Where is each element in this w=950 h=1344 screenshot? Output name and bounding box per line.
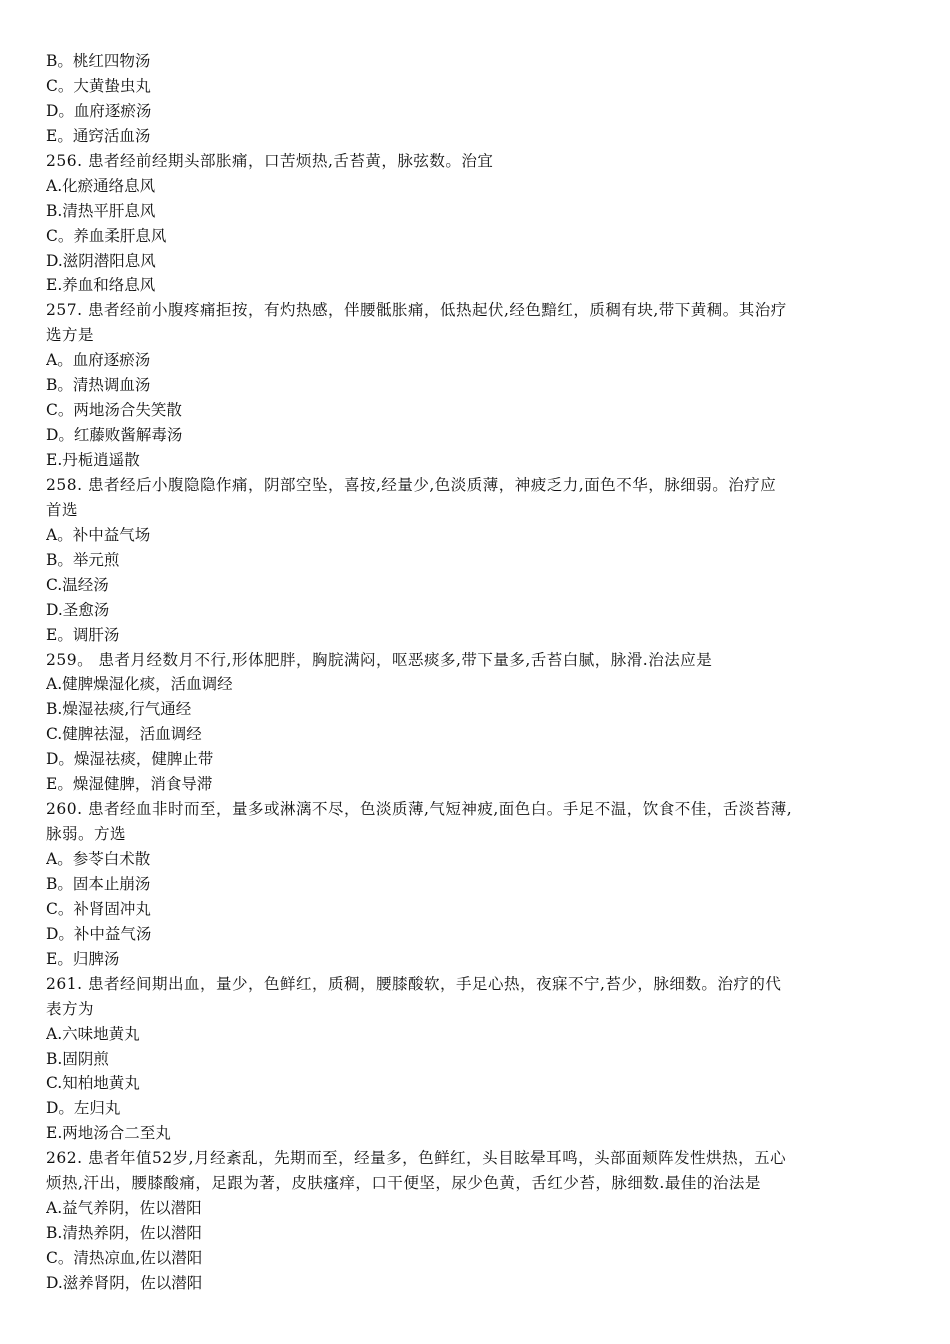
answer-option — [46, 1196, 916, 1221]
question-stem — [46, 797, 916, 847]
answer-option — [46, 598, 916, 623]
answer-option — [46, 548, 916, 573]
answer-option — [46, 348, 916, 373]
option-text: E。归脾汤 — [46, 949, 120, 968]
option-text: A.化瘀通络息风 — [46, 176, 156, 195]
question-stem — [46, 298, 916, 348]
option-text: B。固本止崩汤 — [46, 874, 151, 893]
answer-option — [46, 423, 916, 448]
answer-option — [46, 747, 916, 772]
option-text: D。左归丸 — [46, 1099, 121, 1118]
option-text: A.六味地黄丸 — [46, 1024, 140, 1043]
option-text: C。大黄蛰虫丸 — [46, 76, 151, 95]
document-page — [46, 49, 916, 1296]
option-text: D。补中益气汤 — [46, 924, 152, 943]
answer-option — [46, 623, 916, 648]
question-text-line: 脉弱。方选 — [46, 825, 127, 844]
answer-option — [46, 249, 916, 274]
answer-option — [46, 847, 916, 872]
option-text: B.燥湿祛痰,行气通经 — [46, 700, 192, 719]
answer-option — [46, 398, 916, 423]
question-text-line: 选方是 — [46, 326, 95, 345]
answer-option — [46, 573, 916, 598]
option-text: E.丹栀逍遥散 — [46, 451, 140, 469]
answer-option — [46, 99, 916, 124]
answer-option — [46, 697, 916, 722]
option-text: D。燥湿祛痰，健脾止带 — [46, 750, 214, 769]
option-text: C.健脾祛湿，活血调经 — [46, 725, 202, 744]
option-text: E.两地汤合二至丸 — [46, 1124, 171, 1143]
answer-option — [46, 523, 916, 548]
answer-option — [46, 273, 916, 298]
option-text: C。补肾固冲丸 — [46, 899, 151, 918]
option-text: C.温经汤 — [46, 575, 109, 594]
option-text: A.益气养阴，佐以潜阳 — [46, 1199, 202, 1218]
question-stem — [46, 1146, 916, 1196]
answer-option — [46, 722, 916, 747]
question-text-line: 261. 患者经间期出血，量少，色鲜红，质稠，腰膝酸软，手足心热，夜寐不宁,苔少，脉细数。治疗的代 — [46, 974, 782, 993]
answer-option — [46, 947, 916, 972]
answer-option — [46, 1221, 916, 1246]
question-text-line: 259。 患者月经数月不行,形体肥胖，胸脘满闷，呕恶痰多,带下量多,舌苔白腻，脉滑.治法应是 — [46, 650, 713, 669]
option-text: D。血府逐瘀汤 — [46, 101, 152, 120]
answer-option — [46, 1096, 916, 1121]
question-stem — [46, 972, 916, 1022]
option-text: A。参苓白术散 — [46, 850, 151, 868]
option-text: A.健脾燥湿化痰，活血调经 — [46, 675, 233, 694]
option-text: C.知柏地黄丸 — [46, 1074, 140, 1093]
option-text: E.养血和络息风 — [46, 276, 156, 295]
option-text: D.滋阴潜阳息风 — [46, 251, 156, 270]
option-text: B.清热平肝息风 — [46, 201, 156, 220]
answer-option — [46, 448, 916, 473]
option-text: B。桃红四物汤 — [46, 52, 151, 70]
question-text-line: 262. 患者年值52岁,月经紊乱，先期而至，经量多，色鲜红，头目眩晕耳鸣，头部面颊阵发性烘热，五心 — [46, 1149, 787, 1168]
answer-option — [46, 1271, 916, 1296]
option-text: B。举元煎 — [46, 550, 120, 569]
answer-option — [46, 922, 916, 947]
option-text: C。清热凉血,佐以潜阳 — [46, 1249, 203, 1267]
answer-option — [46, 174, 916, 199]
option-text: B。清热调血汤 — [46, 376, 151, 395]
question-text-line: 首选 — [46, 500, 79, 519]
answer-option — [46, 1071, 916, 1096]
answer-option — [46, 772, 916, 797]
question-text-line: 烦热,汗出，腰膝酸痛，足跟为著，皮肤瘙痒，口干便坚，尿少色黄，舌红少苔，脉细数.最佳的治法是 — [46, 1174, 761, 1193]
option-text: C。两地汤合失笑散 — [46, 401, 182, 420]
answer-option — [46, 1022, 916, 1047]
answer-option — [46, 224, 916, 249]
option-text: C。养血柔肝息风 — [46, 226, 167, 245]
answer-option — [46, 897, 916, 922]
option-text: D.滋养肾阴，佐以潜阳 — [46, 1273, 203, 1292]
answer-option — [46, 672, 916, 697]
option-text: B.清热养阴，佐以潜阳 — [46, 1224, 202, 1243]
question-text-line: 257. 患者经前小腹疼痛拒按，有灼热感，伴腰骶胀痛，低热起伏,经色黯红，质稠有块,带下黄稠。其治疗 — [46, 301, 787, 320]
question-stem — [46, 149, 916, 174]
answer-option — [46, 872, 916, 897]
answer-option — [46, 124, 916, 149]
option-text: E。燥湿健脾，消食导滞 — [46, 775, 213, 794]
option-text: A。补中益气场 — [46, 525, 151, 544]
question-stem — [46, 648, 916, 673]
question-text-line: 260. 患者经血非时而至，量多或淋漓不尽，色淡质薄,气短神疲,面色白。手足不温，饮食不佳，舌淡苔薄, — [46, 800, 793, 819]
question-text-line: 256. 患者经前经期头部胀痛，口苦烦热,舌苔黄，脉弦数。治宜 — [46, 151, 494, 170]
answer-option — [46, 49, 916, 74]
option-text: D。红藤败酱解毒汤 — [46, 426, 183, 445]
option-text: B.固阴煎 — [46, 1049, 109, 1068]
option-text: A。血府逐瘀汤 — [46, 351, 151, 370]
answer-option — [46, 1121, 916, 1146]
option-text: E。通窍活血汤 — [46, 126, 151, 145]
answer-option — [46, 74, 916, 99]
answer-option — [46, 1246, 916, 1271]
question-text-line: 表方为 — [46, 999, 95, 1018]
question-text-line: 258. 患者经后小腹隐隐作痛，阴部空坠，喜按,经量少,色淡质薄，神疲乏力,面色不华，脉细弱。治疗应 — [46, 475, 777, 494]
option-text: D.圣愈汤 — [46, 600, 110, 619]
answer-option — [46, 199, 916, 224]
question-stem — [46, 473, 916, 523]
answer-option — [46, 373, 916, 398]
option-text: E。调肝汤 — [46, 625, 120, 644]
answer-option — [46, 1047, 916, 1072]
